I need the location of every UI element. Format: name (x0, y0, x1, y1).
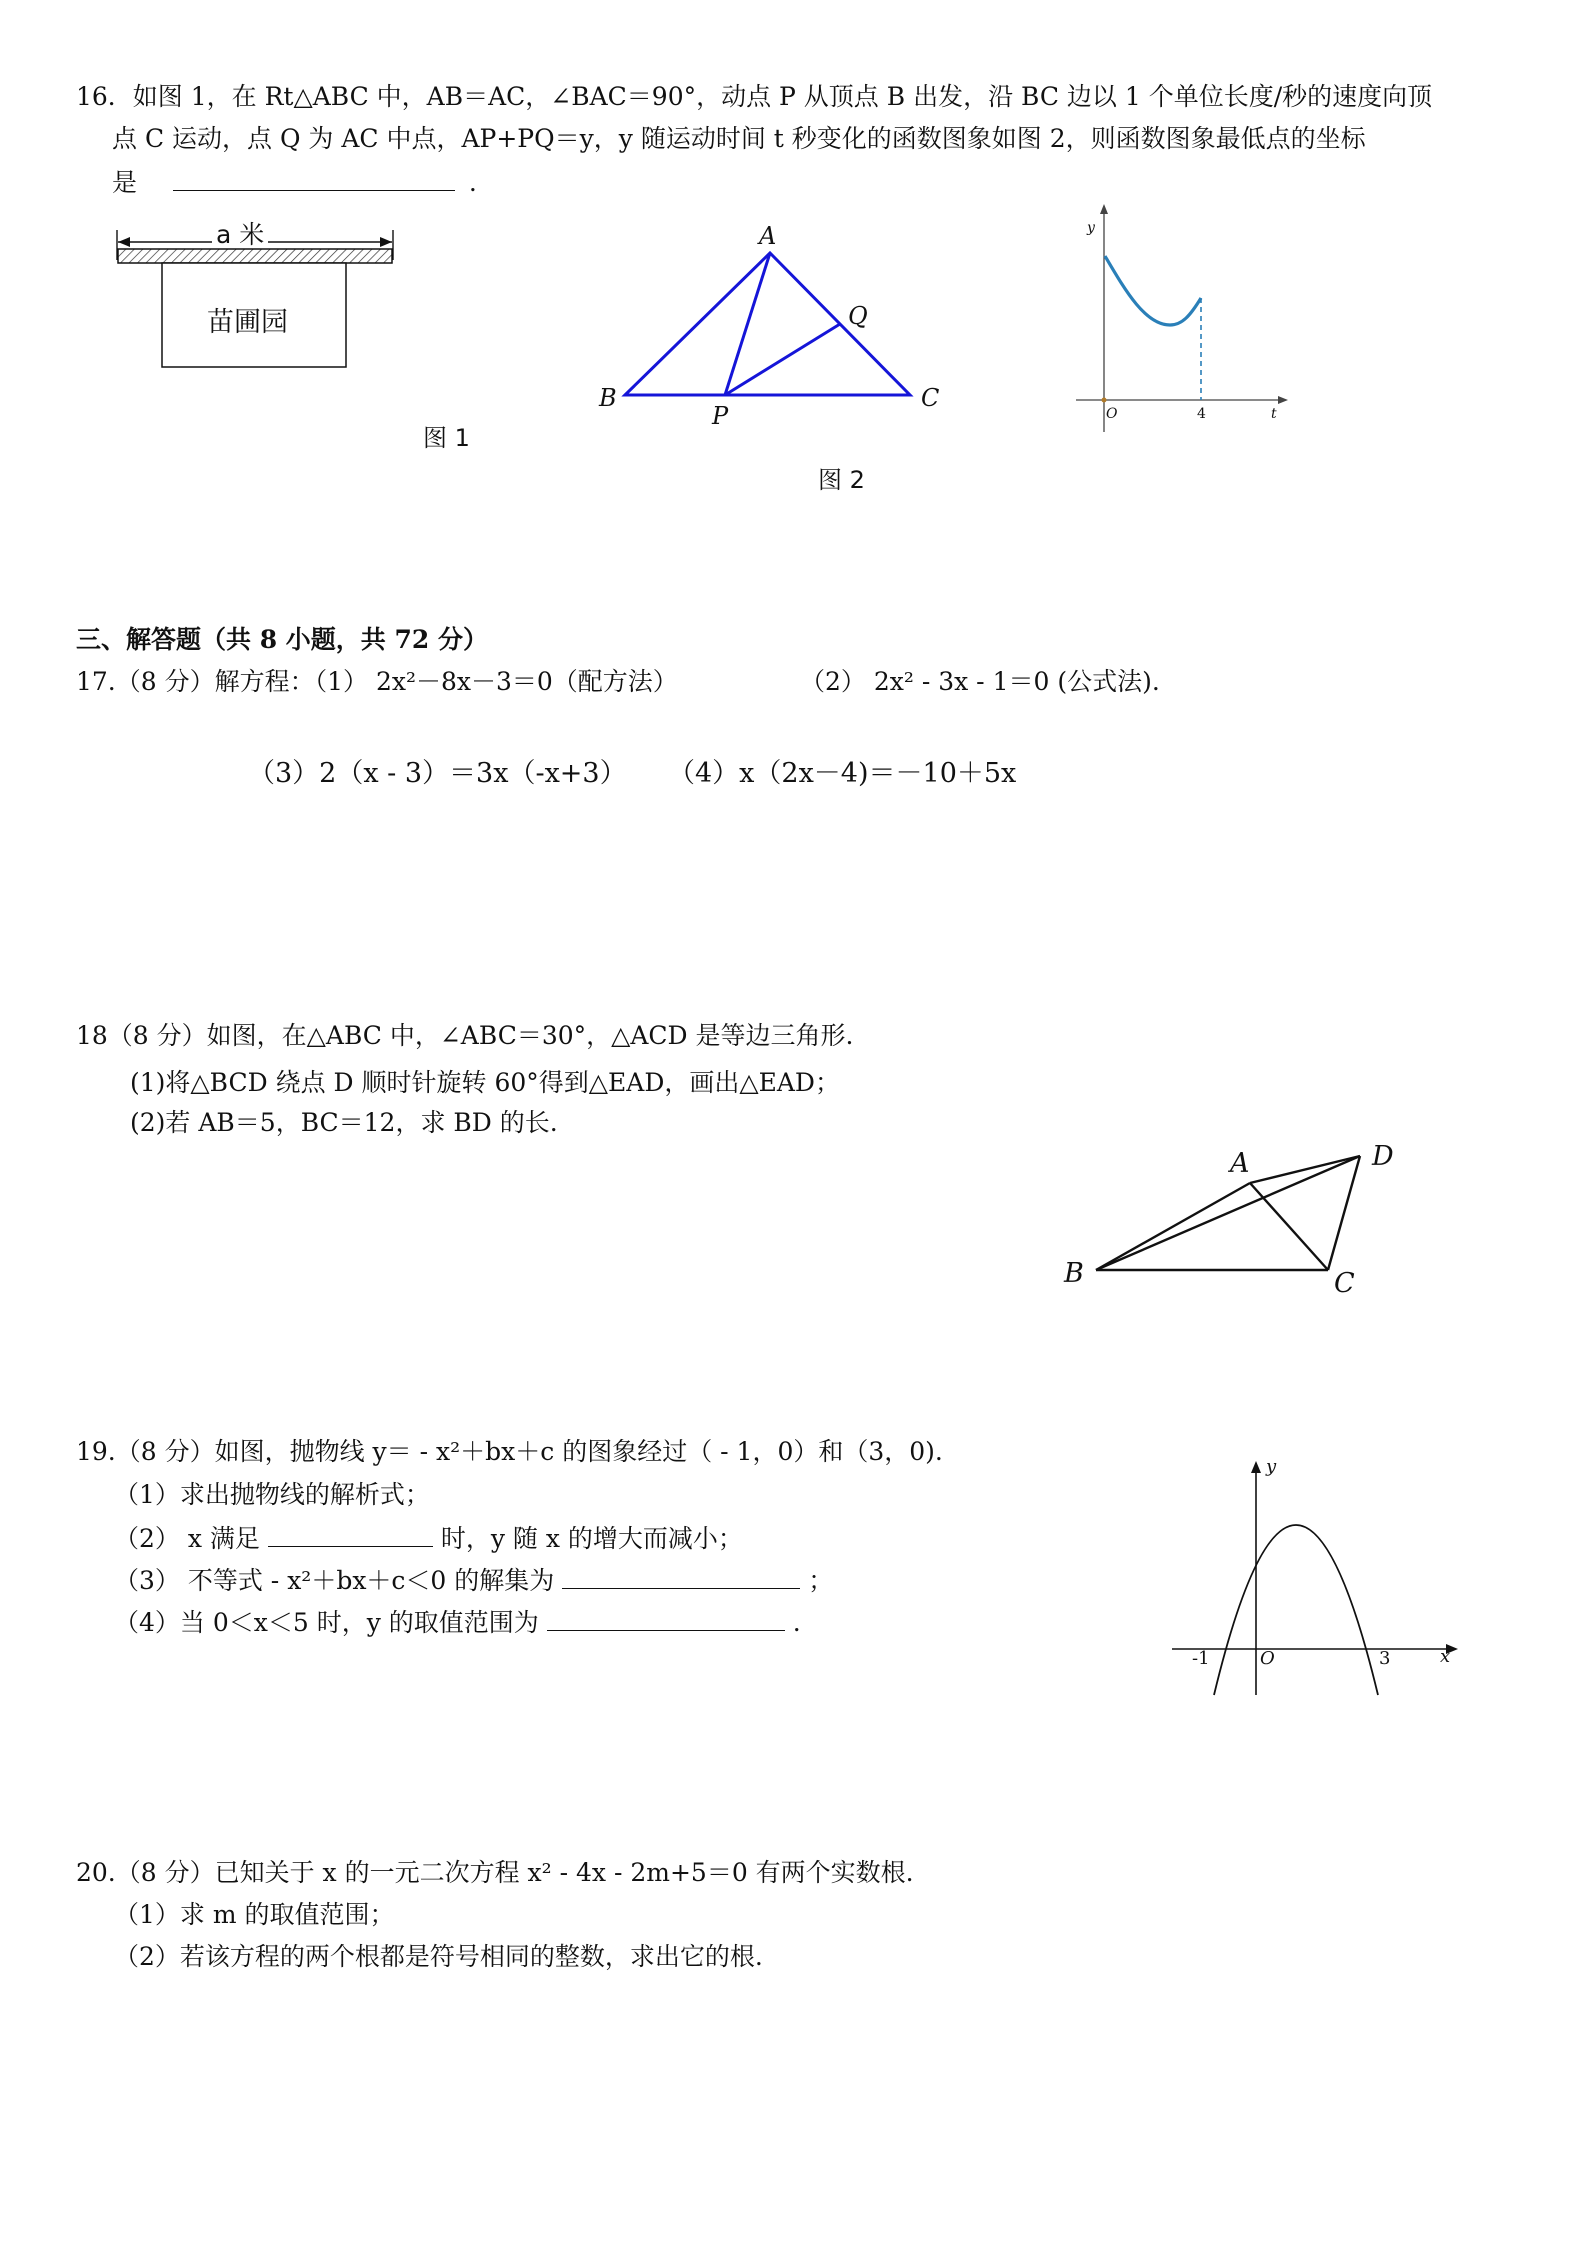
parabola-curve (1214, 1525, 1378, 1695)
graph-t-label: t (1271, 406, 1277, 422)
function-curve (1105, 256, 1201, 325)
segment-ac (1250, 1183, 1328, 1270)
fig1-caption: 图 1 (423, 424, 470, 452)
function-graph (1070, 200, 1290, 440)
parabola-origin-label: O (1260, 1648, 1275, 1669)
q20-line-3: （2）若该方程的两个根都是符号相同的整数，求出它的根. (114, 1942, 763, 1971)
q19-line-4-suffix: ； (808, 1566, 834, 1595)
graph-4-label: 4 (1197, 406, 1206, 422)
q16-answer-blank[interactable] (173, 168, 455, 191)
garden-width-label: a 米 (212, 222, 268, 247)
right-arrowhead (380, 237, 392, 247)
q16-line-3-suffix: . (468, 168, 477, 197)
q19-line-5-suffix: . (792, 1608, 801, 1637)
segment-pq (725, 324, 840, 395)
label-p: P (712, 402, 729, 430)
q18-line-1: 18（8 分）如图，在△ABC 中，∠ABC＝30°，△ACD 是等边三角形. (76, 1021, 854, 1050)
q18-label-c: C (1334, 1268, 1355, 1299)
garden-box-label: 苗圃园 (207, 307, 288, 338)
parabola-3-label: 3 (1379, 1648, 1391, 1669)
graph-y-label: y (1087, 220, 1095, 236)
label-a: A (759, 222, 777, 250)
q17-line-1b: （2） 2x² - 3x - 1＝0 (公式法). (800, 667, 1160, 696)
q16-line-1: 16．如图 1，在 Rt△ABC 中，AB＝AC，∠BAC＝90°，动点 P 从顶点 B 出发，沿 BC 边以 1 个单位长度/秒的速度向顶 (76, 82, 1433, 111)
q17-line-2a: （3）2（x - 3）＝3x（-x+3） (248, 758, 627, 789)
wall-hatch (118, 249, 392, 263)
q18-label-a: A (1230, 1148, 1250, 1179)
q19-part4-blank[interactable] (547, 1608, 785, 1631)
q18-line-3: (2)若 AB＝5，BC＝12，求 BD 的长. (130, 1108, 558, 1137)
q19-line-3 (114, 1524, 743, 1551)
segment-ba (1096, 1183, 1250, 1270)
q16-line-3 (112, 168, 477, 195)
q19-part2-blank[interactable] (268, 1524, 433, 1547)
label-b: B (599, 384, 617, 412)
q16-line-3-prefix: 是 (112, 168, 138, 197)
q20-line-2: （1）求 m 的取值范围； (114, 1900, 395, 1929)
section-3-title: 三、解答题（共 8 小题，共 72 分） (76, 625, 489, 654)
q19-line-5 (114, 1608, 801, 1635)
q19-line-4 (114, 1566, 833, 1593)
left-arrowhead (118, 237, 130, 247)
parabola-y-label: y (1266, 1456, 1277, 1477)
fig2-caption: 图 2 (818, 466, 865, 494)
q19-line-3-suffix: 时，y 随 x 的增大而减小； (440, 1524, 743, 1553)
q19-line-1: 19.（8 分）如图，抛物线 y＝ - x²＋bx＋c 的图象经过（ - 1，0）和（3，0). (76, 1437, 943, 1466)
label-c: C (921, 384, 940, 412)
q19-line-5-prefix: （4）当 0＜x＜5 时，y 的取值范围为 (114, 1608, 539, 1637)
q19-part3-blank[interactable] (562, 1566, 800, 1589)
segment-dc (1328, 1156, 1360, 1270)
origin-dot (1102, 398, 1107, 403)
q18-label-b: B (1064, 1258, 1084, 1289)
q18-line-2: (1)将△BCD 绕点 D 顺时针旋转 60°得到△EAD，画出△EAD； (130, 1068, 840, 1097)
q19-line-2: （1）求出抛物线的解析式； (114, 1480, 430, 1509)
q18-label-d: D (1372, 1141, 1394, 1172)
parabola-x-label: x (1440, 1646, 1451, 1667)
label-q: Q (848, 302, 868, 330)
graph-origin-label: O (1106, 406, 1118, 422)
q17-line-2b: （4）x（2x－4)＝－10＋5x (668, 758, 1017, 789)
q19-line-3-prefix: （2） x 满足 (114, 1524, 260, 1553)
q19-line-4-prefix: （3） 不等式 - x²＋bx＋c＜0 的解集为 (114, 1566, 555, 1595)
q17-line-1a: 17.（8 分）解方程：（1） 2x²－8x－3＝0（配方法） (76, 667, 678, 696)
q16-line-2: 点 C 运动，点 Q 为 AC 中点，AP+PQ＝y，y 随运动时间 t 秒变化的函数图象如图 2，则函数图象最低点的坐标 (112, 124, 1366, 153)
q20-line-1: 20.（8 分）已知关于 x 的一元二次方程 x² - 4x - 2m+5＝0 有两个实数根. (76, 1858, 914, 1887)
segment-bd (1096, 1156, 1360, 1270)
parabola-graph (1170, 1455, 1460, 1705)
parabola-neg1-label: -1 (1192, 1648, 1210, 1669)
